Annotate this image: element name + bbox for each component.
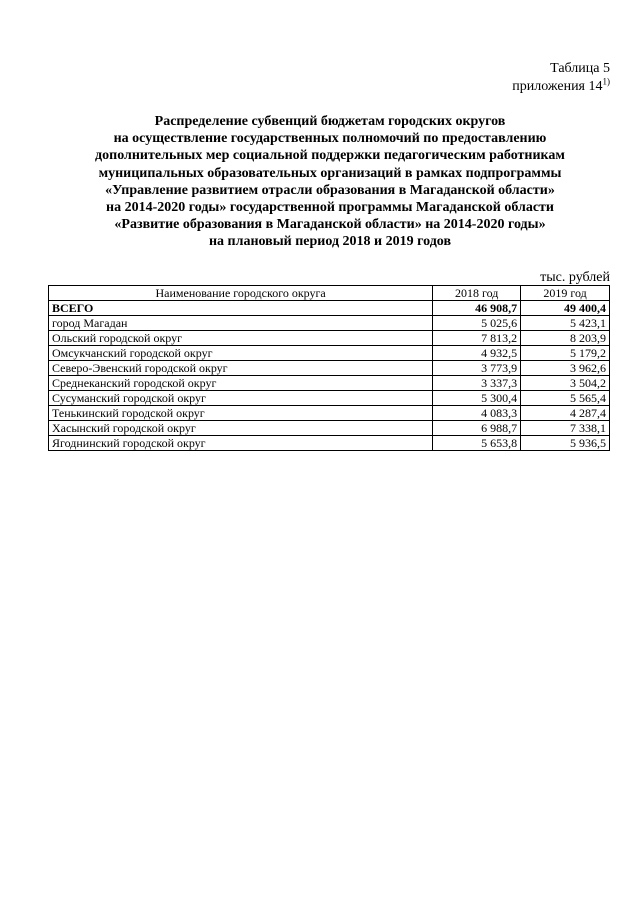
appendix-reference <box>512 78 610 96</box>
document-title <box>40 113 620 251</box>
district-name: Среднеканский городской округ <box>49 376 433 391</box>
district-name: Северо-Эвенский городской округ <box>49 361 433 376</box>
total-2018: 46 908,7 <box>433 301 521 316</box>
appendix-superscript: 1) <box>602 76 610 87</box>
table-header-row <box>49 286 610 301</box>
value-2019: 5 179,2 <box>521 346 610 361</box>
value-2018: 5 300,4 <box>433 391 521 406</box>
district-name: Ольский городской округ <box>49 331 433 346</box>
header-year-2019: 2019 год <box>521 286 610 301</box>
header-district-name: Наименование городского округа <box>49 286 433 301</box>
district-name: Сусуманский городской округ <box>49 391 433 406</box>
value-2018: 7 813,2 <box>433 331 521 346</box>
table-total-row <box>49 301 610 316</box>
table-reference <box>512 60 610 96</box>
title-line: Распределение субвенций бюджетам городских округов <box>154 114 506 129</box>
table-row <box>49 361 610 376</box>
title-line: дополнительных мер социальной поддержки педагогическим работникам <box>95 148 565 164</box>
value-2018: 4 932,5 <box>433 346 521 361</box>
table-row <box>49 376 610 391</box>
total-2019: 49 400,4 <box>521 301 610 316</box>
value-2018: 6 988,7 <box>433 421 521 436</box>
header-year-2018: 2018 год <box>433 286 521 301</box>
table-row <box>49 331 610 346</box>
title-line: на плановый период 2018 и 2019 годов <box>208 234 452 250</box>
district-name: Хасынский городской округ <box>49 421 433 436</box>
district-name: Тенькинский городской округ <box>49 406 433 421</box>
value-2018: 3 773,9 <box>433 361 521 376</box>
total-label: ВСЕГО <box>49 301 433 316</box>
table-row <box>49 421 610 436</box>
units-label: тыс. рублей <box>540 270 610 285</box>
value-2019: 5 423,1 <box>521 316 610 331</box>
district-name: Омсукчанский городской округ <box>49 346 433 361</box>
table-row <box>49 346 610 361</box>
appendix-label: приложения 14 <box>512 79 603 94</box>
title-line: «Управление развитием отрасли образования в Магаданской области» <box>105 182 555 198</box>
subvention-table <box>48 285 610 451</box>
value-2018: 5 025,6 <box>433 316 521 331</box>
value-2019: 5 565,4 <box>521 391 610 406</box>
value-2018: 5 653,8 <box>433 436 521 451</box>
value-2019: 3 962,6 <box>521 361 610 376</box>
value-2019: 5 936,5 <box>521 436 610 451</box>
title-line: «Развитие образования в Магаданской области» на 2014-2020 годы» <box>114 217 546 233</box>
title-line: муниципальных образовательных организаций в рамках подпрограммы <box>98 165 562 181</box>
table-row <box>49 406 610 421</box>
district-name: город Магадан <box>49 316 433 331</box>
value-2019: 7 338,1 <box>521 421 610 436</box>
title-line: на 2014-2020 годы» государственной программы Магаданской области <box>106 200 554 216</box>
table-row <box>49 316 610 331</box>
value-2019: 3 504,2 <box>521 376 610 391</box>
value-2019: 4 287,4 <box>521 406 610 421</box>
value-2019: 8 203,9 <box>521 331 610 346</box>
table-row <box>49 391 610 406</box>
table-row <box>49 436 610 451</box>
table-number: Таблица 5 <box>550 61 610 76</box>
title-line: на осуществление государственных полномочий по предоставлению <box>113 131 547 147</box>
district-name: Ягоднинский городской округ <box>49 436 433 451</box>
value-2018: 3 337,3 <box>433 376 521 391</box>
value-2018: 4 083,3 <box>433 406 521 421</box>
